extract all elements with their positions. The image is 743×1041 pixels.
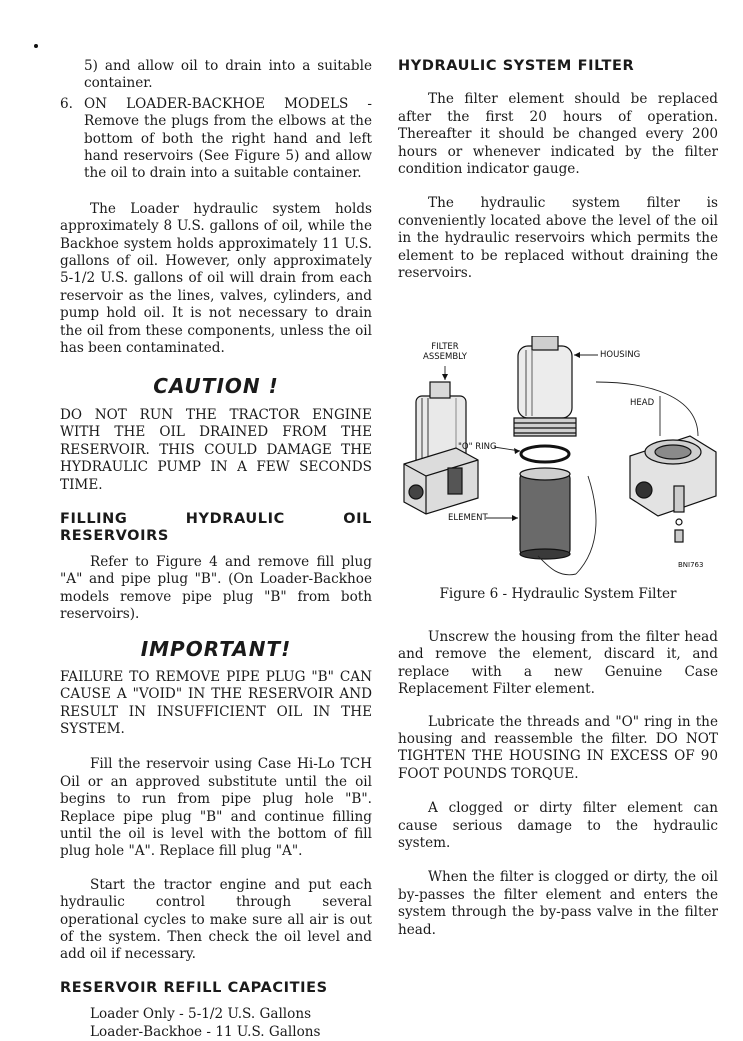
caution-title: CAUTION ! [153, 373, 279, 398]
filter-paragraph-2: The hydraulic system filter is conveniently located above the level of the oil in the hydraulic reservoirs which permits the element to be replaced without draining the reservoirs. [398, 195, 718, 282]
filter-paragraph-6: When the filter is clogged or dirty, the oil by-passes the filter element and enters the system through the by-pass valve in the filter head. [398, 869, 718, 938]
step-5-continued: 5) and allow oil to drain into a suitable container. [84, 58, 372, 92]
label-head: HEAD [630, 398, 655, 409]
label-filter-assembly-line-1: FILTER [431, 342, 459, 353]
refill-list [60, 1006, 372, 1041]
label-element: ELEMENT [448, 513, 488, 524]
label-filter-assembly-line-2: ASSEMBLY [423, 352, 467, 363]
capacity-paragraph: The Loader hydraulic system holds approximately 8 U.S. gallons of oil, while the Backhoe system holds approximately 11 U.S. gallons of oil. However, only approximately 5-1/2 U.S. gallons of oil will drain from each reservoir as the lines, valves, cylinders, and pump hold oil. It is not necessary to drain the oil from these components, unless the oil has been contaminated. [60, 200, 372, 357]
filter-heading: HYDRAULIC SYSTEM FILTER [398, 58, 635, 74]
label-o-ring: "O" RING [458, 442, 497, 453]
caution-text: DO NOT RUN THE TRACTOR ENGINE WITH THE OIL DRAINED FROM THE RESERVOIR. THIS COULD DAMAGE THE HYDRAULIC PUMP IN A FEW SECONDS TIME. [60, 406, 372, 493]
figure-caption: Figure 6 - Hydraulic System Filter [439, 586, 677, 603]
figure-hydraulic-filter [398, 336, 718, 576]
refill-heading: RESERVOIR REFILL CAPACITIES [60, 979, 328, 996]
refill-item: Loader-Backhoe - 11 U.S. Gallons [90, 1023, 321, 1040]
filling-paragraph: Refer to Figure 4 and remove fill plug "A" and pipe plug "B". (On Loader-Backhoe models remove pipe plug "B" from both reservoirs). [60, 553, 372, 622]
filter-paragraph-4: Lubricate the threads and "O" ring in the housing and reassemble the filter. DO NOT TIGHTEN THE HOUSING IN EXCESS OF 90 FOOT POUNDS TORQUE. [398, 713, 718, 782]
filter-paragraph-5: A clogged or dirty filter element can cause serious damage to the hydraulic system. [398, 800, 718, 851]
label-filter-assembly [422, 342, 468, 362]
fill-paragraph: Fill the reservoir using Case Hi-Lo TCH Oil or an approved substitute until the oil begins to run from pipe plug hole "B". Replace pipe plug "B" and continue filling until the oil is level with the bottom of fill plug hole "A". Replace fill plug "A". [60, 756, 372, 860]
important-title: IMPORTANT! [140, 637, 292, 662]
refill-item: Loader Only - 5-1/2 U.S. Gallons [90, 1006, 312, 1023]
filter-paragraph-1: The filter element should be replaced after the first 20 hours of operation. Thereafter it should be changed every 200 hours or whenever indicated by the filter condition indicator gauge. [398, 91, 718, 178]
step-6 [60, 96, 372, 183]
housing-drawing [514, 336, 576, 436]
left-column [60, 58, 372, 1041]
label-housing: HOUSING [600, 350, 641, 361]
page-mark [34, 44, 38, 48]
filter-paragraph-3: Unscrew the housing from the filter head and remove the element, discard it, and replace with a new Genuine Case Replacement Filter element. [398, 628, 718, 698]
start-paragraph: Start the tractor engine and put each hydraulic control through several operational cycles to make sure all air is out of the system. Then check the oil level and add oil if necessary. [60, 876, 372, 963]
step-6-number: 6. [60, 95, 73, 112]
filter-illustration [398, 336, 718, 576]
right-column [398, 58, 718, 939]
filling-heading: FILLING HYDRAULIC OIL RESERVOIRS [60, 510, 372, 545]
figure-code: BNI763 [678, 561, 704, 570]
o-ring-drawing [521, 446, 569, 462]
element-drawing [520, 468, 570, 559]
head-drawing [630, 436, 716, 542]
step-6-text: ON LOADER-BACKHOE MODELS - Remove the plugs from the elbows at the bottom of both the right hand and left hand reservoirs (See Figure 5) and allow the oil to drain into a suitable container. [84, 95, 372, 182]
important-text: FAILURE TO REMOVE PIPE PLUG "B" CAN CAUSE A "VOID" IN THE RESERVOIR AND RESULT IN INSUFFICIENT OIL IN THE SYSTEM. [60, 668, 372, 737]
